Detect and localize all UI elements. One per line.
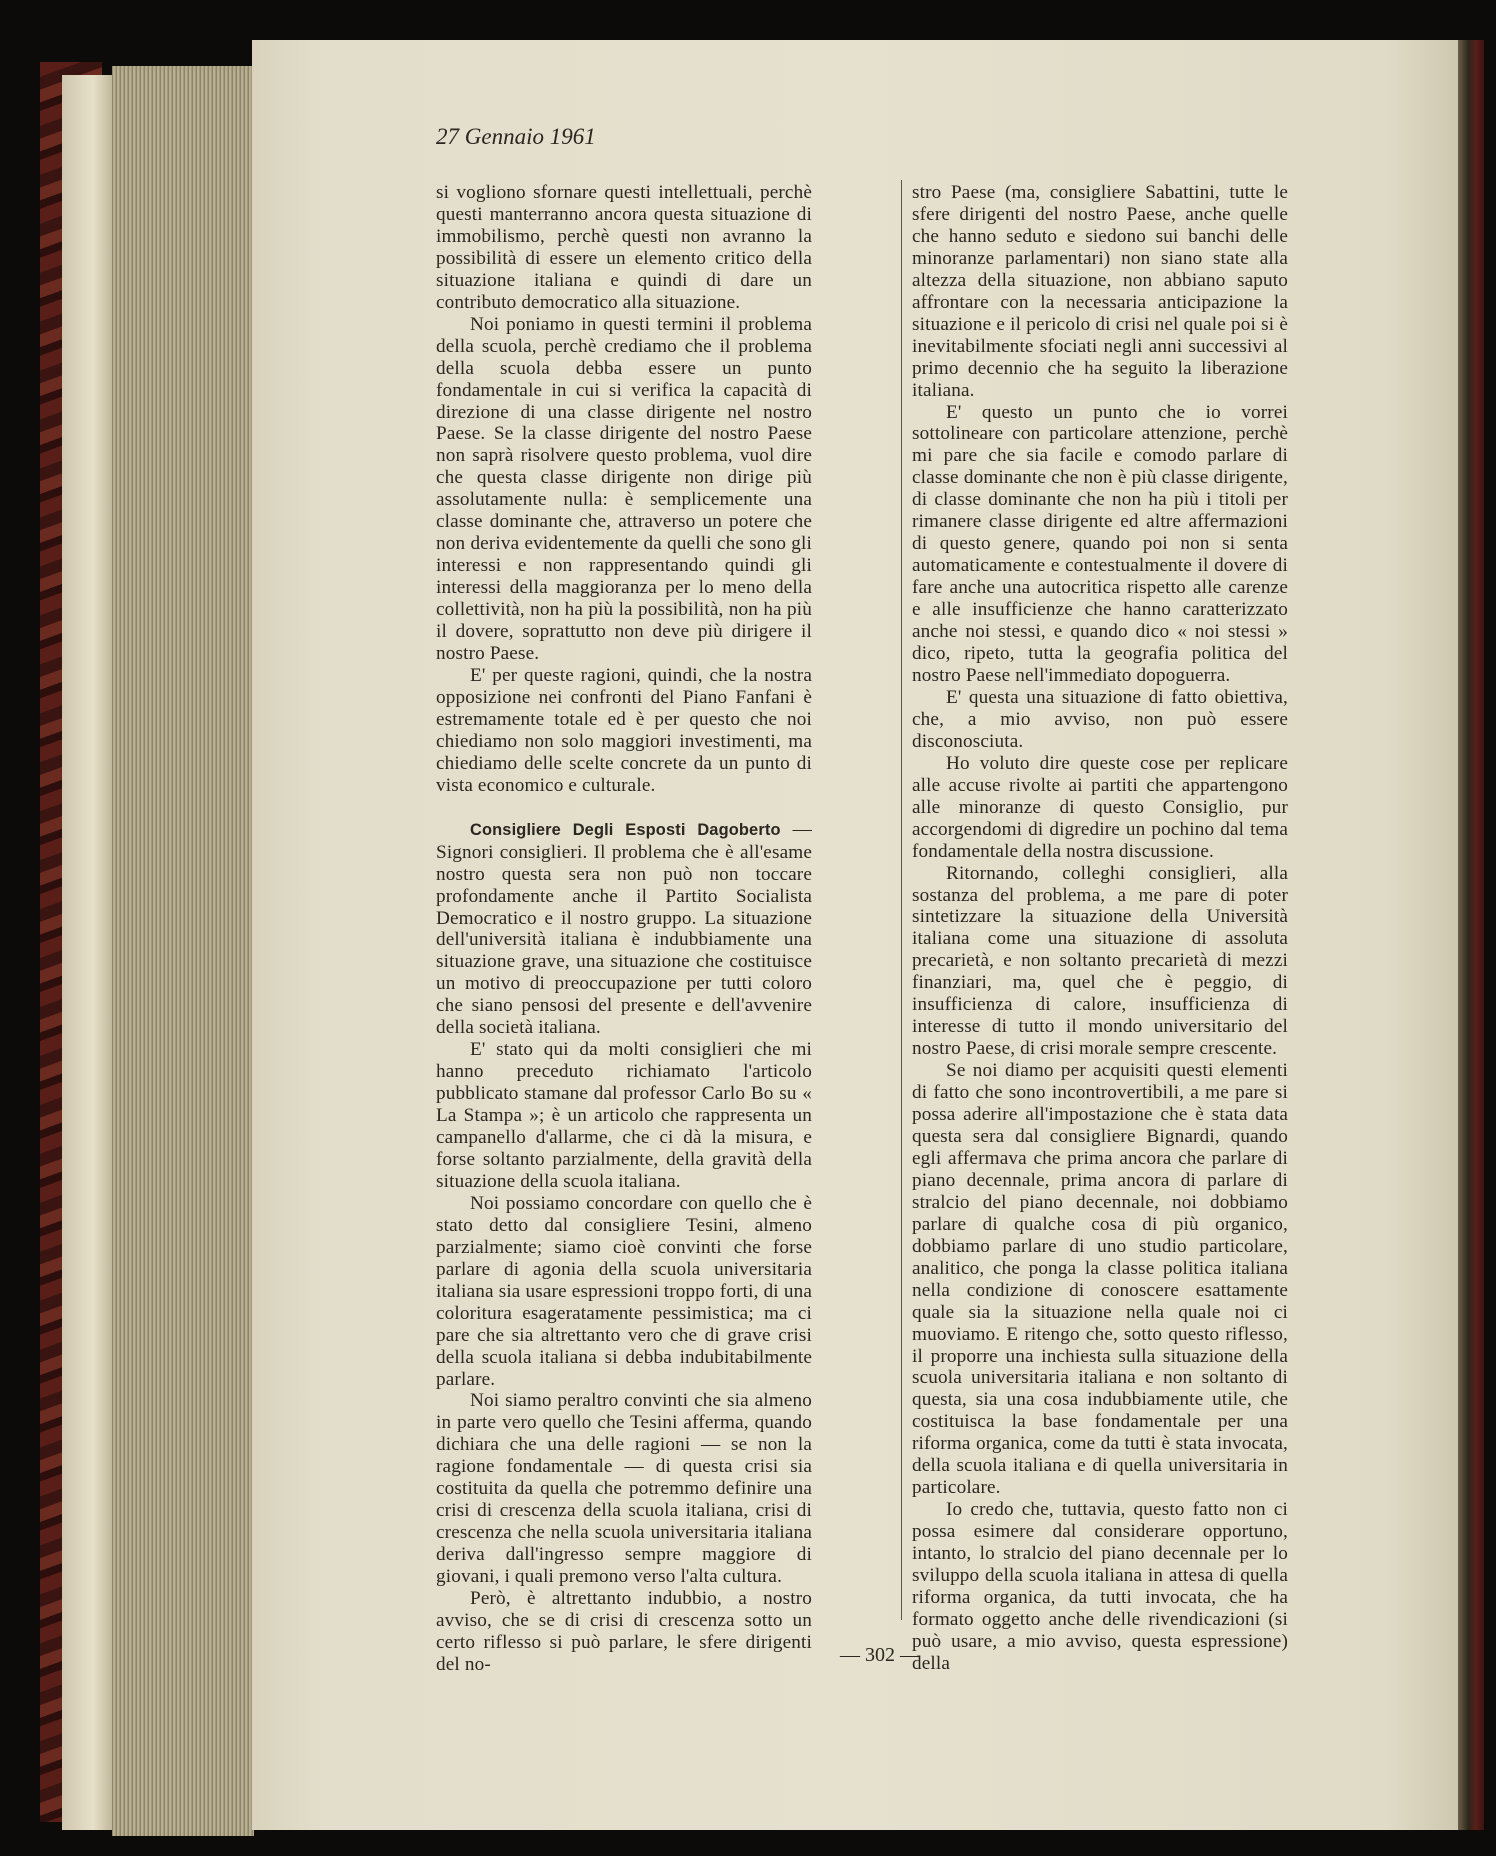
page-number: — 302 — — [840, 1644, 920, 1666]
paragraph: Però, è altrettanto indubbio, a nostro avviso, che se di crisi di crescenza sotto un certo riflesso si può parlare, le sfere dirigenti del no- — [436, 1588, 812, 1675]
right-text-column — [912, 182, 1288, 1675]
endpaper — [62, 75, 114, 1830]
paragraph: Noi possiamo concordare con quello che è stato detto dal consigliere Tesini, almeno parzialmente; siamo cioè convinti che forse parlare di agonia della scuola universitaria italiana sia usare espressioni troppo forti, di una coloritura esageratamente pessimistica; ma ci pare che sia altrettanto vero che di grave crisi della scuola italiana si debba indubitabilmente parlare. — [436, 1192, 812, 1390]
left-text-column — [436, 182, 812, 1676]
paragraph: stro Paese (ma, consigliere Sabattini, tutte le sfere dirigenti del nostro Paese, anche quelle che hanno seduto e siedono sui banchi delle minoranze parlamentari) non siano state alla altezza della situazione, non abbiano saputo affrontare con la necessaria anticipazione la situazione e il pericolo di crisi nel quale poi si è inevitabilmente sfociati negli anni successivi al primo decennio che ha seguito la liberazione italiana. — [912, 182, 1288, 401]
paragraph: Ritornando, colleghi consiglieri, alla sostanza del problema, a me pare di poter sintetizzare la situazione della Università italiana come una situazione di assoluta precarietà, e non soltanto precarietà di mezzi finanziari, ma, quel che è peggio, di insufficienza di calore, insufficienza di interesse di tutto il mondo universitario del nostro Paese, di crisi morale sempre crescente. — [912, 862, 1288, 1060]
paragraph: si vogliono sfornare questi intellettuali, perchè questi manterranno ancora questa situazione di immobilismo, perchè questi non avranno la possibilità di essere un elemento critico della situazione italiana e quindi di dare un contributo democratico alla situazione. — [436, 182, 812, 313]
column-divider — [901, 180, 902, 1620]
paragraph: Io credo che, tuttavia, questo fatto non ci possa esimere dal considerare opportuno, intanto, lo stralcio del piano decennale per lo sviluppo della scuola italiana in attesa di quella riforma organica, da tutti invocata, che ha formato oggetto anche delle rivendicazioni (si può usare, a mio avviso, questa espressione) della — [912, 1499, 1288, 1674]
paragraph: Ho voluto dire queste cose per replicare alle accuse rivolte ai partiti che appartengono alle minoranze di questo Consiglio, pur accorgendomi di digredire un pochino dal tema fondamentale della nostra discussione. — [912, 752, 1288, 862]
paragraph: Noi siamo peraltro convinti che sia almeno in parte vero quello che Tesini afferma, quando dichiara che una delle ragioni — se non la ragione fondamentale — di questa crisi sia costituita da quella che potremmo definire una crisi di crescenza della scuola italiana, crisi di crescenza che nella scuola universitaria italiana deriva dall'ingresso sempre maggiore di giovani, i quali premono verso l'alta cultura. — [436, 1390, 812, 1588]
speaker-name: Consigliere Degli Esposti Dagoberto — [470, 820, 781, 839]
paragraph: Noi poniamo in questi termini il problema della scuola, perchè crediamo che il problema della scuola debba essere un punto fondamentale in cui si verifica la capacità di direzione di una classe dirigente nel nostro Paese. Se la classe dirigente del nostro Paese non saprà risolvere questo problema, vuol dire che questa classe dirigente non dirige più assolutamente nulla: è semplicemente una classe dominante che, attraverso un potere che non deriva evidentemente da quelli che sono gli interessi e non rappresentando quindi gli interessi della maggioranza per lo meno della collettività, non ha più la possibilità, non ha più il dovere, soprattutto non deve più dirigere il nostro Paese. — [436, 313, 812, 665]
speech-text: — Signori consiglieri. Il problema che è all'esame nostro questa sera non può non toccare profondamente anche il Partito Socialista Democratico e il nostro gruppo. La situazione dell'università italiana è indubbiamente una situazione grave, una situazione che costituisce un motivo di preoccupazione per tutti coloro che siano pensosi del presente e dell'avvenire della società italiana. — [436, 818, 812, 1039]
paragraph: Se noi diamo per acquisiti questi elementi di fatto che sono incontrovertibili, a me pare si possa aderire all'impostazione che è stata data questa sera dal consigliere Bignardi, quando egli affermava che prima ancora che parlare di piano decennale, prima ancora di parlare di stralcio del piano decennale, noi dobbiamo parlare di qualche cosa di più organico, dobbiamo parlare di uno studio particolare, analitico, che ponga la classe politica italiana nella condizione di conoscere esattamente quale sia la situazione nella quale noi ci muoviamo. E ritengo che, sotto questo riflesso, il proporre una inchiesta sulla situazione della scuola universitaria italiana e non soltanto di questa, sia una cosa indubbiamente utile, che costituisca la base fondamentale per una riforma organica, come da tutti è stata invocata, della scuola italiana e di quella universitaria in particolare. — [912, 1060, 1288, 1499]
page-stack-edge — [112, 66, 254, 1836]
paragraph: E' questo un punto che io vorrei sottolineare con particolare attenzione, perchè mi pare che sia facile e comodo parlare di classe dominante che non è più classe dirigente, di classe dominante che non ha più i titoli per rimanere classe dirigente ed altre affermazioni di questo genere, quando poi non si senta automaticamente e contestualmente il dovere di fare anche una autocritica rispetto alle carenze e alle insufficienze che hanno caratterizzato anche noi stessi, e quando dico « noi stessi » dico, ripeto, tutta la geografia politica del nostro Paese nell'immediato dopoguerra. — [912, 401, 1288, 686]
page-date-header: 27 Gennaio 1961 — [436, 124, 596, 149]
paragraph: E' stato qui da molti consiglieri che mi hanno preceduto richiamato l'articolo pubblicato stamane dal professor Carlo Bo su « La Stampa »; è un articolo che rappresenta un campanello d'allarme, che ci dà la misura, e forse soltanto parzialmente, della gravità della situazione della scuola italiana. — [436, 1039, 812, 1192]
paragraph: E' per queste ragioni, quindi, che la nostra opposizione nei confronti del Piano Fanfani è estremamente totale ed è per questo che noi chiediamo non solo maggiori investimenti, ma chiediamo delle scelte concrete da un punto di vista economico e culturale. — [436, 664, 812, 796]
paragraph: E' questa una situazione di fatto obiettiva, che, a mio avviso, non può essere disconosciuta. — [912, 686, 1288, 752]
right-book-edge — [1458, 40, 1484, 1830]
speaker-paragraph — [436, 819, 812, 1040]
